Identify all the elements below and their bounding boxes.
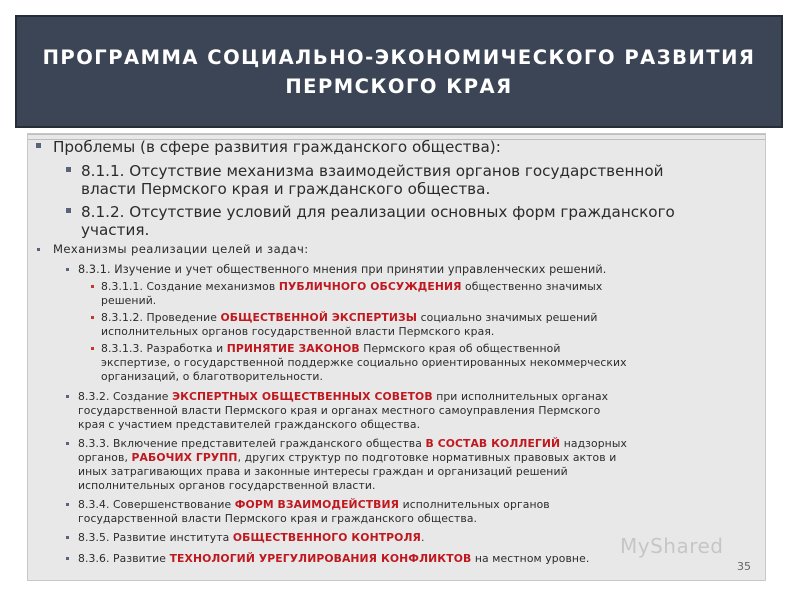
mechanisms-heading: Механизмы реализации целей и задач:: [53, 242, 309, 256]
bullet-icon: [66, 557, 69, 560]
mechanism-832-line2: государственной власти Пермского края и органах местного самоуправления Пермского: [78, 404, 601, 417]
text-fragment: 8.3.1.2. Проведение: [101, 311, 221, 324]
text-fragment: 8.3.1.1. Создание механизмов: [101, 280, 279, 293]
mechanism-8312-line2: исполнительных органов государственной власти Пермского края.: [101, 325, 495, 338]
problems-heading: Проблемы (в сфере развития гражданского общества):: [53, 138, 501, 156]
text-fragment: 8.3.1.3. Разработка и: [101, 342, 227, 355]
bullet-icon: [36, 143, 41, 148]
title-line-1: ПРОГРАММА СОЦИАЛЬНО-ЭКОНОМИЧЕСКОГО РАЗВИТИЯ: [42, 45, 756, 69]
problem-811-line2: власти Пермского края и гражданского общества.: [81, 180, 491, 198]
bullet-icon: [66, 268, 69, 271]
highlight-text: ТЕХНОЛОГИЙ УРЕГУЛИРОВАНИЯ КОНФЛИКТОВ: [169, 552, 472, 565]
bullet-icon: [66, 503, 69, 506]
page-number: 35: [737, 560, 751, 573]
problem-812-line1: 8.1.2. Отсутствие условий для реализации основных форм гражданского: [81, 203, 675, 221]
bullet-icon: [91, 285, 94, 288]
highlight-text: ПРИНЯТИЕ ЗАКОНОВ: [226, 342, 360, 355]
bullet-icon: [91, 316, 94, 319]
text-fragment: при исполнительных органах: [432, 390, 609, 403]
text-fragment: на местном уровне.: [471, 552, 590, 565]
mechanism-835: [78, 530, 425, 545]
bullet-icon: [66, 395, 69, 398]
highlight-text: ОБЩЕСТВЕННОГО КОНТРОЛЯ: [232, 531, 421, 544]
highlight-text: ПУБЛИЧНОГО ОБСУЖДЕНИЯ: [278, 280, 462, 293]
bullet-icon: [66, 208, 71, 213]
text-fragment: 8.3.6. Развитие: [78, 552, 170, 565]
text-fragment: общественно значимых: [461, 280, 603, 293]
mechanism-834-line1: [78, 497, 550, 512]
bullet-icon: [66, 167, 71, 172]
mechanism-8311-line2: решений.: [101, 294, 157, 307]
mechanism-8312-line1: [101, 310, 598, 325]
mechanism-833-line3: иных затрагивающих права и законные интересы граждан и организаций решений: [78, 465, 568, 478]
mechanism-8313-line3: организаций, о благотворительности.: [101, 370, 324, 383]
text-fragment: надзорных: [560, 437, 627, 450]
bullet-icon: [66, 536, 69, 539]
mechanism-833-line2: [78, 450, 616, 465]
text-fragment: органов,: [78, 451, 132, 464]
text-fragment: социально значимых решений: [417, 311, 598, 324]
bullet-icon: [37, 248, 40, 251]
title-line-2: ПЕРМСКОГО КРАЯ: [285, 74, 513, 98]
watermark-text: MyShared: [620, 534, 724, 558]
mechanism-833-line1: [78, 436, 627, 451]
mechanism-831: 8.3.1. Изучение и учет общественного мнения при принятии управленческих решений.: [78, 263, 607, 276]
text-fragment: .: [420, 531, 425, 544]
title-banner: [15, 15, 783, 128]
mechanism-832-line3: края с участием представителей гражданского общества.: [78, 418, 421, 431]
content-panel: [27, 133, 766, 581]
highlight-text: ОБЩЕСТВЕННОЙ ЭКСПЕРТИЗЫ: [220, 311, 418, 324]
mechanism-833-line4: исполнительных органов государственной власти.: [78, 479, 376, 492]
text-fragment: 8.3.2. Создание: [78, 390, 173, 403]
mechanism-832-line1: [78, 389, 608, 404]
highlight-text: РАБОЧИХ ГРУПП: [131, 451, 238, 464]
text-fragment: , других структур по подготовке нормативных правовых актов и: [237, 451, 617, 464]
mechanism-8313-line2: экспертизе, о государственной поддержке социально ориентированных некоммерческих: [101, 356, 627, 369]
text-fragment: 8.3.5. Развитие института: [78, 531, 233, 544]
mechanism-834-line2: государственной власти Пермского края и гражданского общества.: [78, 512, 478, 525]
mechanism-8311-line1: [101, 279, 602, 294]
bullet-icon: [66, 442, 69, 445]
highlight-text: ФОРМ ВЗАИМОДЕЙСТВИЯ: [234, 498, 400, 511]
problem-811-line1: 8.1.1. Отсутствие механизма взаимодействия органов государственной: [81, 162, 664, 180]
highlight-text: ЭКСПЕРТНЫХ ОБЩЕСТВЕННЫХ СОВЕТОВ: [172, 390, 433, 403]
highlight-text: В СОСТАВ КОЛЛЕГИЙ: [425, 437, 561, 450]
mechanism-8313-line1: [101, 341, 560, 356]
text-fragment: 8.3.3. Включение представителей гражданского общества: [78, 437, 426, 450]
text-fragment: Пермского края об общественной: [359, 342, 561, 355]
problem-812-line2: участия.: [81, 221, 150, 239]
mechanism-836: [78, 551, 589, 566]
bullet-icon: [91, 347, 94, 350]
text-fragment: 8.3.4. Совершенствование: [78, 498, 235, 511]
text-fragment: исполнительных органов: [399, 498, 550, 511]
